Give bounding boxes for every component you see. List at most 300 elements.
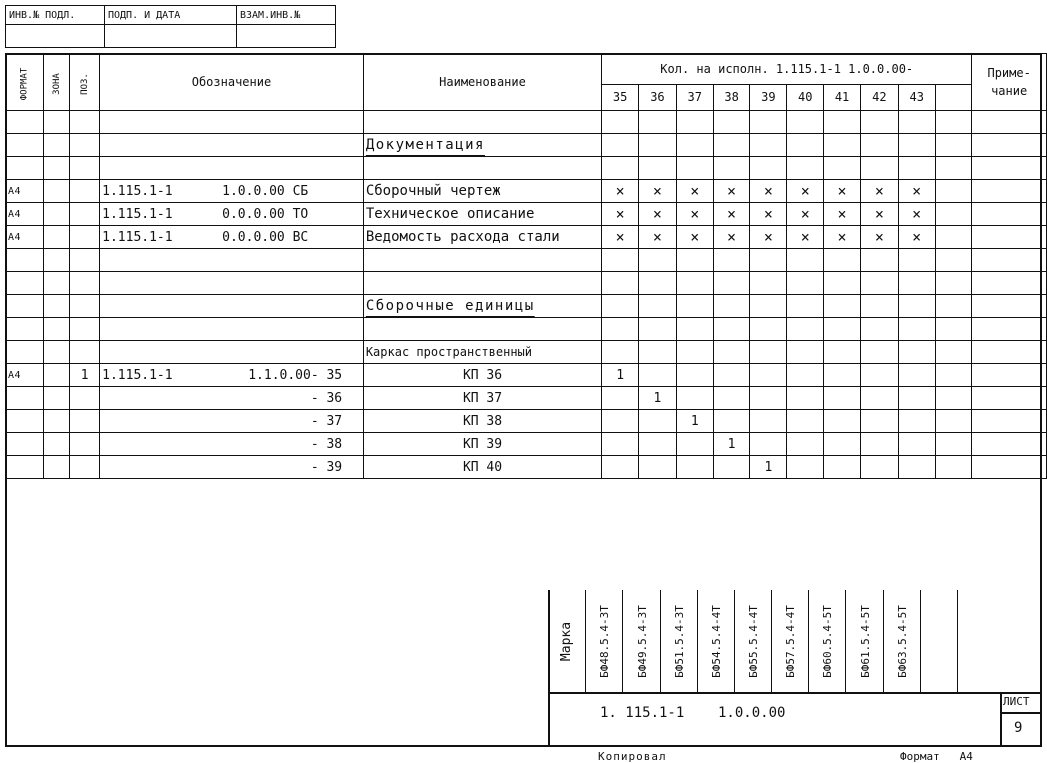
unit-code-b: - 38 [310, 436, 343, 452]
cell [935, 226, 972, 249]
cell [100, 111, 364, 134]
cell [860, 134, 898, 157]
cell [787, 387, 824, 410]
unit-row [6, 364, 1047, 387]
cell [972, 157, 1047, 180]
cell [713, 111, 750, 134]
unit-qty: 1 [750, 456, 787, 479]
cell [787, 272, 824, 295]
cell [43, 433, 70, 456]
cell [860, 433, 898, 456]
unit-qty: 1 [639, 387, 677, 410]
doc-mark-x: × [639, 226, 677, 249]
cell [972, 433, 1047, 456]
variant-header-empty [935, 84, 972, 110]
cell [70, 249, 100, 272]
cell [6, 111, 44, 134]
cell [602, 318, 639, 341]
cell [602, 295, 639, 318]
unit-name: КП 40 [363, 456, 601, 479]
doc-code-b: 0.0.0.00 ТО [222, 206, 309, 222]
empty-row [6, 318, 1047, 341]
cell [972, 111, 1047, 134]
marka-value [845, 590, 884, 692]
cell [750, 410, 787, 433]
cell [935, 318, 972, 341]
section-assembly-units [6, 295, 1047, 318]
unit-poz [70, 387, 100, 410]
cell [43, 226, 70, 249]
doc-mark-x: × [713, 180, 750, 203]
variant-header: 39 [750, 84, 787, 110]
stamp-box [5, 5, 336, 48]
marka-label-text: Марка [559, 621, 575, 661]
cell [898, 387, 935, 410]
marka-value-text: БФ48.5.4-3Т [598, 604, 612, 678]
cell [43, 387, 70, 410]
cell [713, 295, 750, 318]
variant-header: 40 [787, 84, 824, 110]
cell [639, 433, 677, 456]
unit-code-a: 1.115.1-1 [102, 367, 173, 383]
titleblock-top-line [548, 692, 1040, 694]
cell [43, 111, 70, 134]
cell [750, 272, 787, 295]
doc-mark-x: × [898, 226, 935, 249]
cell [898, 134, 935, 157]
cell [935, 456, 972, 479]
cell [935, 295, 972, 318]
cell [787, 364, 824, 387]
cell [676, 157, 713, 180]
unit-row [6, 456, 1047, 479]
unit-format [6, 433, 44, 456]
cell [100, 272, 364, 295]
doc-mark-x: × [639, 203, 677, 226]
cell [972, 272, 1047, 295]
cell [787, 410, 824, 433]
cell [43, 295, 70, 318]
header-format: ФОРМАТ [6, 54, 44, 111]
doc-mark-x: × [898, 180, 935, 203]
cell [70, 157, 100, 180]
unit-name: КП 37 [363, 387, 601, 410]
unit-poz [70, 433, 100, 456]
marka-value [660, 590, 698, 692]
cell [363, 318, 601, 341]
cell [639, 364, 677, 387]
cell [676, 295, 713, 318]
doc-format: А4 [6, 180, 44, 203]
doc-mark-x: × [824, 180, 861, 203]
header-kol-title: Кол. на исполн. 1.115.1-1 1.0.0.00- [602, 54, 972, 85]
cell [972, 249, 1047, 272]
cell [6, 272, 44, 295]
cell [676, 364, 713, 387]
cell [6, 134, 44, 157]
cell [70, 180, 100, 203]
cell [787, 456, 824, 479]
cell [602, 410, 639, 433]
cell [750, 364, 787, 387]
cell [43, 272, 70, 295]
unit-qty: 1 [602, 364, 639, 387]
cell [824, 157, 861, 180]
cell [713, 364, 750, 387]
variant-header: 38 [713, 84, 750, 110]
cell [6, 249, 44, 272]
cell [676, 134, 713, 157]
variant-header: 43 [898, 84, 935, 110]
cell [713, 249, 750, 272]
doc-name: Техническое описание [363, 203, 601, 226]
cell [824, 387, 861, 410]
stamp-cell [105, 25, 237, 48]
cell [898, 456, 935, 479]
empty-row [6, 157, 1047, 180]
cell [676, 341, 713, 364]
variant-header: 37 [676, 84, 713, 110]
list-box-left [1000, 692, 1002, 746]
unit-format [6, 387, 44, 410]
cell [639, 272, 677, 295]
cell [602, 134, 639, 157]
unit-code [100, 433, 364, 456]
cell [935, 364, 972, 387]
cell [676, 249, 713, 272]
unit-name: КП 38 [363, 410, 601, 433]
cell [860, 364, 898, 387]
marka-value-text: БФ49.5.4-3Т [635, 604, 649, 678]
cell [972, 456, 1047, 479]
cell [787, 295, 824, 318]
doc-mark-x: × [713, 226, 750, 249]
cell [676, 456, 713, 479]
unit-poz [70, 456, 100, 479]
cell [602, 341, 639, 364]
cell [787, 341, 824, 364]
cell [713, 134, 750, 157]
stamp-inv-podl: ИНВ.№ ПОДЛ. [6, 6, 105, 25]
doc-mark-x: × [787, 203, 824, 226]
marka-empty [920, 590, 958, 692]
cell [70, 341, 100, 364]
cell [935, 134, 972, 157]
unit-poz [70, 410, 100, 433]
doc-mark-x: × [824, 203, 861, 226]
cell [972, 410, 1047, 433]
cell [639, 295, 677, 318]
cell [43, 364, 70, 387]
cell [676, 433, 713, 456]
unit-code [100, 387, 364, 410]
empty-row [6, 111, 1047, 134]
section-assembly-units-cell [363, 295, 601, 318]
cell [100, 134, 364, 157]
unit-name: КП 36 [363, 364, 601, 387]
cell [70, 134, 100, 157]
cell [43, 203, 70, 226]
cell [639, 249, 677, 272]
cell [860, 111, 898, 134]
cell [713, 456, 750, 479]
doc-mark-x: × [860, 226, 898, 249]
doc-format: А4 [6, 203, 44, 226]
doc-mark-x: × [750, 203, 787, 226]
cell [6, 318, 44, 341]
empty-row [6, 249, 1047, 272]
empty-row [6, 272, 1047, 295]
cell [860, 295, 898, 318]
cell [639, 134, 677, 157]
section-assembly-units-title: Сборочные единицы [365, 298, 535, 314]
cell [43, 456, 70, 479]
cell [824, 433, 861, 456]
marka-area [548, 590, 1040, 692]
titleblock-doc-code: 1. 115.1-1 1.0.0.00 [600, 705, 786, 721]
cell [602, 157, 639, 180]
cell [43, 249, 70, 272]
marka-empty [957, 590, 959, 692]
cell [824, 318, 861, 341]
cell [935, 111, 972, 134]
cell [787, 249, 824, 272]
cell [676, 318, 713, 341]
cell [363, 272, 601, 295]
cell [860, 157, 898, 180]
marka-value-text: БФ60.5.4-5Т [821, 604, 835, 678]
cell [713, 318, 750, 341]
cell [824, 456, 861, 479]
doc-name: Ведомость расхода стали [363, 226, 601, 249]
cell [935, 272, 972, 295]
unit-format [6, 410, 44, 433]
cell [898, 318, 935, 341]
doc-row [6, 203, 1047, 226]
cell [972, 226, 1047, 249]
cell [860, 318, 898, 341]
cell [713, 387, 750, 410]
cell [787, 433, 824, 456]
doc-mark-x: × [602, 180, 639, 203]
cell [676, 111, 713, 134]
cell [824, 295, 861, 318]
footer-format: Формат А4 [900, 750, 973, 763]
cell [750, 134, 787, 157]
marka-value [883, 590, 921, 692]
cell [972, 387, 1047, 410]
cell [363, 249, 601, 272]
cell [713, 272, 750, 295]
unit-row [6, 410, 1047, 433]
cell [100, 341, 364, 364]
marka-value-text: БФ57.5.4-4Т [784, 604, 798, 678]
cell [860, 410, 898, 433]
cell [43, 318, 70, 341]
unit-row [6, 433, 1047, 456]
cell [824, 249, 861, 272]
cell [972, 318, 1047, 341]
cell [70, 111, 100, 134]
cell [750, 387, 787, 410]
doc-mark-x: × [750, 226, 787, 249]
cell [602, 456, 639, 479]
unit-poz: 1 [70, 364, 100, 387]
stamp-cell [6, 25, 105, 48]
section-documentation [6, 134, 1047, 157]
header-oboznachenie: Обозначение [100, 54, 364, 111]
doc-mark-x: × [898, 203, 935, 226]
unit-code [100, 456, 364, 479]
cell [639, 456, 677, 479]
cell [898, 341, 935, 364]
cell [43, 410, 70, 433]
cell [639, 157, 677, 180]
section-documentation-title: Документация [365, 137, 485, 153]
marka-value [771, 590, 809, 692]
unit-code [100, 364, 364, 387]
doc-mark-x: × [676, 203, 713, 226]
cell [860, 272, 898, 295]
doc-mark-x: × [860, 203, 898, 226]
section-karkas-cell [363, 341, 601, 364]
cell [100, 157, 364, 180]
variant-header: 35 [602, 84, 639, 110]
marka-value [585, 590, 623, 692]
unit-code [100, 410, 364, 433]
cell [602, 433, 639, 456]
marka-label [548, 590, 585, 692]
cell [972, 180, 1047, 203]
cell [713, 341, 750, 364]
cell [70, 203, 100, 226]
doc-code-b: 0.0.0.00 ВС [222, 229, 309, 245]
list-box-divider [1000, 712, 1041, 714]
cell [898, 433, 935, 456]
doc-mark-x: × [787, 180, 824, 203]
cell [602, 249, 639, 272]
marka-value-text: БФ54.5.4-4Т [710, 604, 724, 678]
marka-value-text: БФ63.5.4-5Т [896, 604, 910, 678]
doc-code-a: 1.115.1-1 [102, 206, 173, 222]
cell [676, 387, 713, 410]
cell [43, 180, 70, 203]
doc-mark-x: × [787, 226, 824, 249]
cell [972, 203, 1047, 226]
titleblock-left-line [548, 590, 550, 746]
cell [639, 111, 677, 134]
cell [43, 157, 70, 180]
unit-qty: 1 [713, 433, 750, 456]
doc-mark-x: × [750, 180, 787, 203]
doc-name: Сборочный чертеж [363, 180, 601, 203]
frame-bottom [5, 745, 1042, 747]
cell [824, 272, 861, 295]
list-label: ЛИСТ [1003, 695, 1030, 708]
cell [639, 318, 677, 341]
cell [713, 410, 750, 433]
cell [750, 341, 787, 364]
stamp-cell [237, 25, 336, 48]
cell [935, 249, 972, 272]
cell [602, 387, 639, 410]
cell [100, 249, 364, 272]
doc-mark-x: × [713, 203, 750, 226]
cell [750, 295, 787, 318]
cell [676, 272, 713, 295]
cell [824, 111, 861, 134]
cell [43, 341, 70, 364]
cell [602, 272, 639, 295]
unit-code-b: - 39 [310, 459, 343, 475]
cell [898, 364, 935, 387]
cell [972, 295, 1047, 318]
cell [935, 410, 972, 433]
cell [363, 157, 601, 180]
cell [898, 410, 935, 433]
cell [787, 111, 824, 134]
cell [100, 318, 364, 341]
cell [70, 226, 100, 249]
cell [750, 111, 787, 134]
cell [935, 157, 972, 180]
variant-header: 36 [639, 84, 677, 110]
cell [639, 341, 677, 364]
doc-code [100, 180, 364, 203]
cell [935, 433, 972, 456]
cell [898, 295, 935, 318]
cell [6, 295, 44, 318]
unit-code-b: 1.1.0.00- 35 [248, 367, 343, 383]
doc-mark-x: × [824, 226, 861, 249]
section-karkas [6, 341, 1047, 364]
footer-kopiroval: Копировал [598, 750, 667, 763]
cell [6, 341, 44, 364]
cell [602, 111, 639, 134]
doc-code-b: 1.0.0.00 СБ [222, 183, 309, 199]
cell [363, 111, 601, 134]
header-zona: ЗОНА [43, 54, 70, 111]
marka-value-text: БФ55.5.4-4Т [747, 604, 761, 678]
cell [935, 180, 972, 203]
doc-mark-x: × [676, 180, 713, 203]
cell [750, 249, 787, 272]
cell [750, 318, 787, 341]
cell [824, 364, 861, 387]
header-row-1 [6, 54, 1047, 85]
specification-table [5, 53, 1047, 479]
cell [972, 364, 1047, 387]
doc-row [6, 226, 1047, 249]
cell [972, 134, 1047, 157]
stamp-vzam-inv: ВЗАМ.ИНВ.№ [237, 6, 336, 25]
cell [639, 410, 677, 433]
unit-name: КП 39 [363, 433, 601, 456]
cell [713, 157, 750, 180]
marka-value [622, 590, 661, 692]
marka-value-text: БФ61.5.4-5Т [858, 604, 872, 678]
cell [935, 203, 972, 226]
unit-row [6, 387, 1047, 410]
cell [898, 272, 935, 295]
cell [6, 157, 44, 180]
cell [898, 111, 935, 134]
cell [750, 433, 787, 456]
unit-format [6, 456, 44, 479]
cell [70, 318, 100, 341]
cell [824, 341, 861, 364]
section-karkas-title: Каркас пространственный [365, 344, 532, 359]
